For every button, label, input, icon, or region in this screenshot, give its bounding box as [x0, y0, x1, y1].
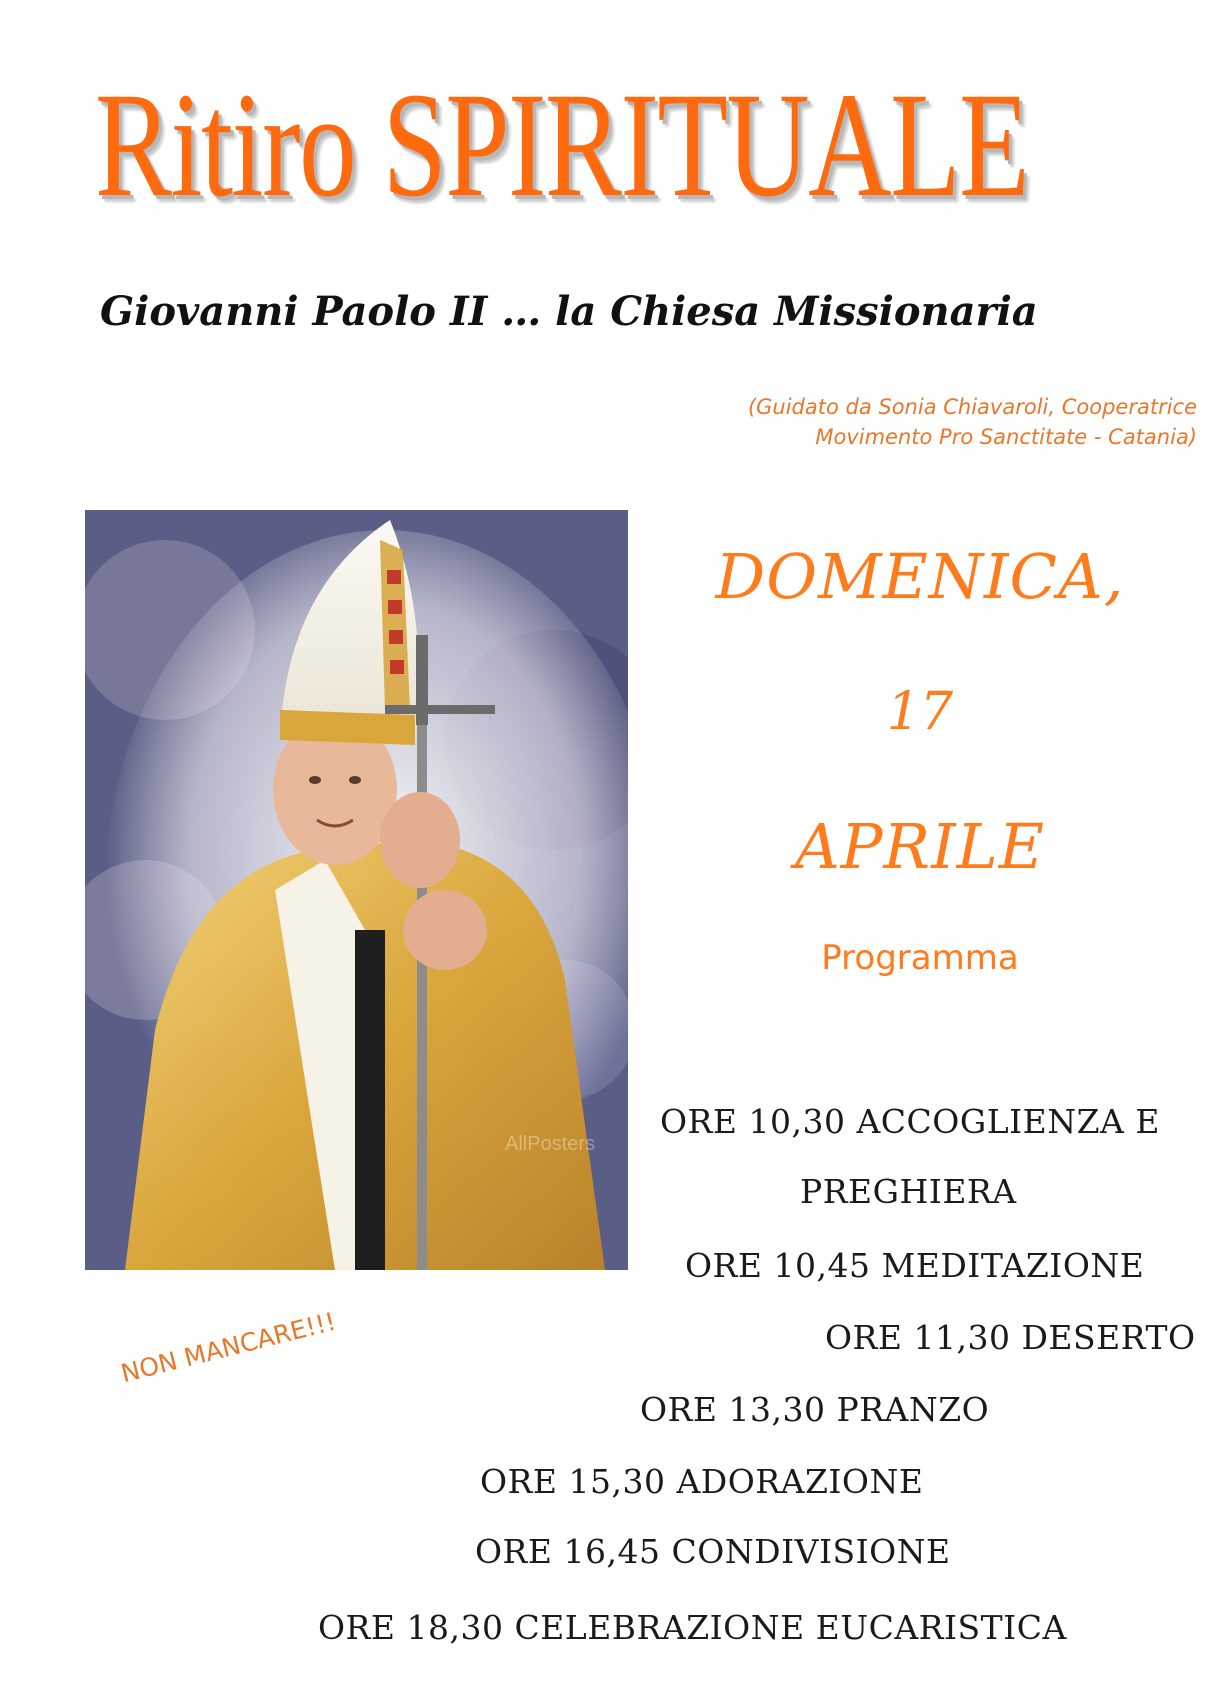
guide-line-1: (Guidato da Sonia Chiavaroli, Cooperatrice — [747, 395, 1197, 419]
schedule-item: ORE 10,30 ACCOGLIENZA E — [660, 1102, 1160, 1141]
guide-line-2: Movimento Pro Sanctitate - Catania) — [815, 425, 1197, 449]
schedule-item: PREGHIERA — [800, 1172, 1017, 1211]
schedule-item: ORE 11,30 DESERTO — [825, 1318, 1196, 1357]
svg-text:AllPosters: AllPosters — [505, 1133, 596, 1155]
schedule-item: ORE 18,30 CELEBRAZIONE EUCARISTICA — [318, 1608, 1067, 1647]
event-day: DOMENICA, — [715, 540, 1125, 613]
pope-photo — [85, 510, 628, 1270]
guide-note — [597, 392, 1197, 452]
schedule-item: ORE 16,45 CONDIVISIONE — [475, 1532, 951, 1571]
poster-title: Ritiro SPIRITUALE — [95, 62, 1029, 228]
programma-label: Programma — [821, 938, 1019, 978]
schedule-item: ORE 10,45 MEDITAZIONE — [685, 1246, 1145, 1285]
pope-illustration — [85, 510, 628, 1270]
non-mancare-callout: NON MANCARE!!! — [118, 1306, 339, 1389]
schedule-item: ORE 15,30 ADORAZIONE — [480, 1462, 924, 1501]
schedule-item: ORE 13,30 PRANZO — [640, 1390, 990, 1429]
poster-subtitle: Giovanni Paolo II … la Chiesa Missionaria — [100, 288, 1038, 335]
event-date-number: 17 — [886, 682, 954, 742]
event-month: APRILE — [794, 810, 1046, 883]
